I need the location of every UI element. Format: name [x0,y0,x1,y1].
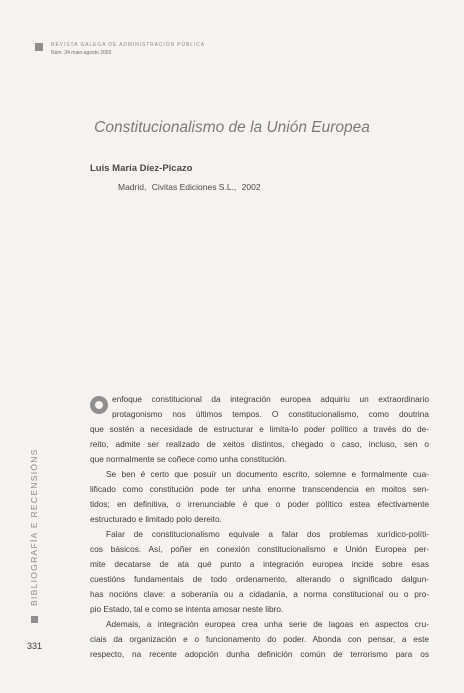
body-line: estructurado e limitado polo dereito. [90,514,222,524]
body-line: cuestións fundamentais de todo ordenamento, alterando o significado dalgun- [90,574,429,584]
section-label: BIBLIOGRAFÍA E RECENSIÓNS [29,448,39,606]
body-line: Ademais, a integración europea crea unha serie de lagoas en aspectos cru- [106,619,429,629]
body-line: respecto, na recente adopción dunha definición común de terrorismo para os [90,649,429,659]
publication-info [118,182,264,192]
book-author: Luis María Díez-Picazo [90,163,193,174]
section-square-icon [31,616,38,623]
header-square-icon [35,43,43,51]
publisher: Civitas Ediciones S.L., [151,182,237,192]
body-line: cos básicos. Así, poñer en conexión constitucionalismo e Unión Europea per- [90,544,429,554]
body-line: enfoque constitucional da integración europea adquiriu un extraordinario [112,394,429,404]
page-number: 331 [27,641,43,651]
drop-cap-o [90,396,108,414]
journal-name: REVISTA GALEGA DE ADMINISTRACIÓN PÚBLICA [51,42,205,48]
body-line: has nocións clave: a soberanía ou a cidadanía, a norma constitucional ou o pro- [90,589,429,599]
body-line: Se ben é certo que posuír un documento escrito, solemne e formalmente cua- [106,469,429,479]
body-line: mite decatarse de ata qué punto a integración europea incide sobre esas [90,559,429,569]
body-line: lificado como constitución pode ter unha enorme transcendencia en moitos sen- [90,484,429,494]
body-line: protagonismo nos últimos tempos. O constitucionalismo, como doutrina [112,409,429,419]
body-line: tidos; en definitiva, o irrenunciable é que o poder político estea efectivamente [90,499,429,509]
book-title: Constitucionalismo de la Unión Europea [94,119,370,136]
body-line: que normalmente se coñece como unha constitución. [90,454,287,464]
body-line: que sostén a necesidade de estructurar e limita-lo poder político a través do de- [90,424,429,434]
body-line: Falar de constitucionalismo equivale a falar dos problemas xurídico-políti- [106,529,429,539]
issue-info: Núm. 34 maio-agosto 2003 [51,50,112,56]
publication-year: 2002 [241,182,261,192]
body-line: pio Estado, tal e como se intenta amosar neste libro. [90,604,284,614]
body-line: ciais da organización e o funcionamento do poder. Abonda con pensar, a este [90,634,429,644]
body-line: reito, admite ser realizado de xeitos distintos, chegado o caso, incluso, sen o [90,439,429,449]
publication-city: Madrid, [118,182,147,192]
review-body [90,392,429,662]
